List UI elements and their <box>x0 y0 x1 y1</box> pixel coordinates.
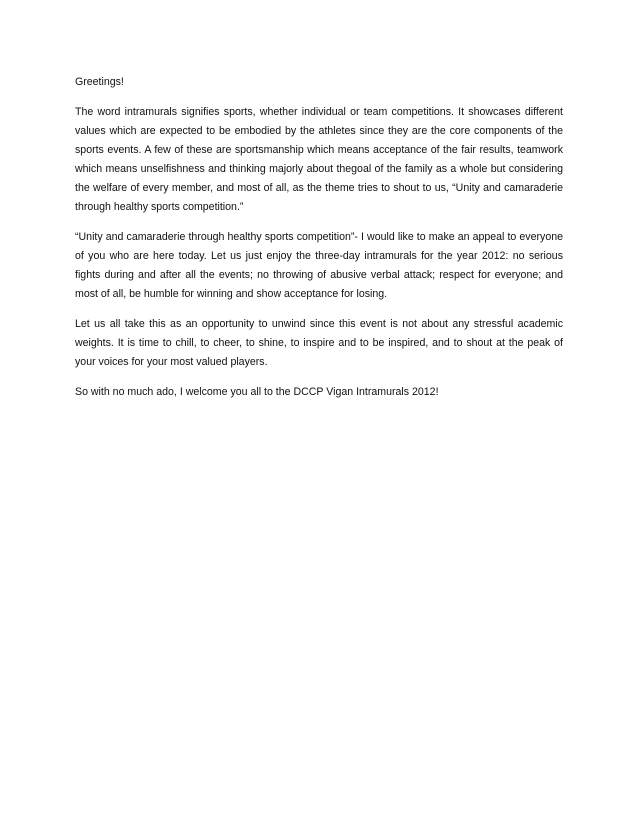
greeting: Greetings! <box>75 76 124 88</box>
document-page <box>75 73 563 413</box>
paragraph-welcome: So with no much ado, I welcome you all to the DCCP Vigan Intramurals 2012! <box>75 386 439 398</box>
paragraph-opportunity: Let us all take this as an opportunity to unwind since this event is not about any stressful academic weights. It is time to chill, to cheer, to shine, to inspire and to be inspired, and to shout at the peak of your voices for your most valued players. <box>75 318 563 368</box>
paragraph-intramurals-meaning: The word intramurals signifies sports, whether individual or team competitions. It showcases different values which are expected to be embodied by the athletes since they are the core components of the sports events. A few of these are sportsmanship which means acceptance of the fair results, teamwork which means unselfishness and thinking majorly about thegoal of the family as a whole but considering the welfare of every member, and most of all, as the theme tries to shout to us, “Unity and camaraderie through healthy sports competition.” <box>75 106 563 213</box>
paragraph-appeal: “Unity and camaraderie through healthy sports competition”- I would like to make an appeal to everyone of you who are here today. Let us just enjoy the three-day intramurals for the year 2012: no serious fights during and after all the events; no throwing of abusive verbal attack; respect for everyone; and most of all, be humble for winning and show acceptance for losing. <box>75 231 563 300</box>
